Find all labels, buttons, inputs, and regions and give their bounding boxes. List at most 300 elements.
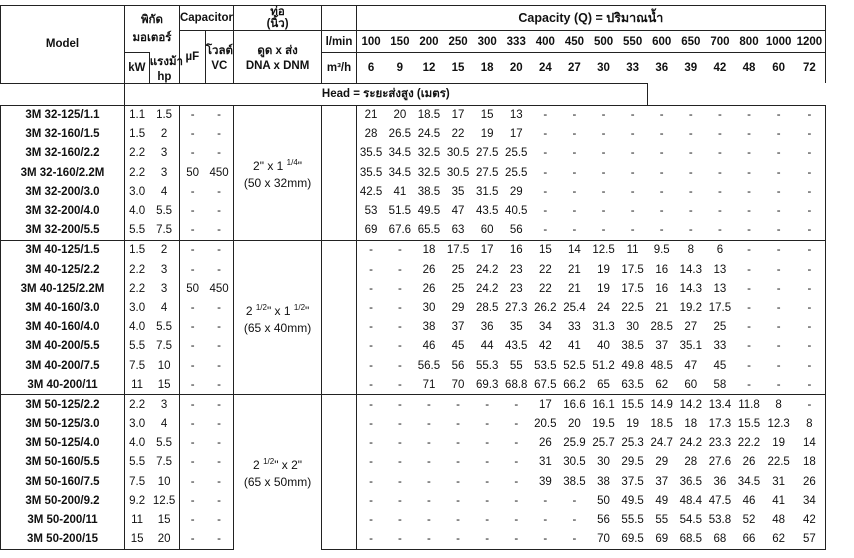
flow-lmin-cell: 1200 <box>794 31 826 53</box>
uf-cell: - <box>190 321 195 334</box>
flow-m3h-cell: 30 <box>589 53 618 84</box>
table-row <box>1 453 826 472</box>
table-row <box>1 201 826 220</box>
header-capacity: Capacity (Q) = ปริมาณน้ำ <box>356 6 825 31</box>
head-value-cell: - <box>485 514 490 527</box>
vc-cell: - <box>205 201 233 220</box>
flow-lmin-cell: 400 <box>531 31 560 53</box>
head-value-cell: 63.5 <box>621 378 644 391</box>
head-value-cell: - <box>776 224 781 237</box>
table-row <box>1 144 826 163</box>
model-cell: 3M 32-125/1.1 <box>1 105 125 125</box>
head-value-cell: 26 <box>742 456 756 469</box>
head-value-cell: - <box>456 456 460 469</box>
model-cell: 3M 50-125/3.0 <box>1 415 125 434</box>
head-value-cell: - <box>572 185 577 198</box>
flow-spacer-cell <box>322 510 356 529</box>
flow-lmin-cell: 300 <box>473 31 502 53</box>
head-value-cell: 31.3 <box>592 321 615 334</box>
head-value-cell: 14.3 <box>679 282 702 295</box>
hp-cell: 3 <box>149 279 179 298</box>
head-value-cell: 26 <box>794 472 826 491</box>
vc-cell: 450 <box>205 279 233 298</box>
head-value-cell: - <box>485 494 490 507</box>
head-value-cell: 60 <box>480 224 494 237</box>
uf-cell: - <box>190 340 195 353</box>
vc-cell: - <box>205 298 233 317</box>
head-value-cell: 24.5 <box>417 128 441 141</box>
head-value-cell: - <box>717 166 722 179</box>
pipe-size-tail: " x 2" <box>274 458 303 473</box>
table-row <box>1 395 826 415</box>
model-cell: 3M 40-200/7.5 <box>1 356 125 375</box>
hp-cell: 2 <box>149 240 179 260</box>
head-value-cell: 43.5 <box>505 340 528 353</box>
head-value-cell: - <box>734 105 763 125</box>
head-value-cell: 14 <box>794 434 826 453</box>
pipe-size-fraction: 1/2 <box>263 457 275 467</box>
table-row <box>1 163 826 182</box>
head-value-cell: - <box>385 395 414 415</box>
head-value-cell: - <box>543 147 548 160</box>
head-value-cell: - <box>776 147 781 160</box>
head-value-cell: - <box>427 456 431 469</box>
header-pipe-line1: ท่อ <box>270 6 285 18</box>
head-value-cell: - <box>747 205 751 218</box>
hp-cell: 5.5 <box>149 318 179 337</box>
model-cell: 3M 40-200/5.5 <box>1 337 125 356</box>
head-value-cell: 51.2 <box>592 359 615 372</box>
head-value-cell: 42 <box>538 340 552 353</box>
header-m3h-spacer <box>1 83 125 105</box>
head-value-cell: - <box>369 494 373 507</box>
kw-cell: 2.2 <box>129 147 146 160</box>
flow-spacer-cell <box>322 415 356 434</box>
hp-cell: 20 <box>149 530 179 550</box>
head-value-cell: 39 <box>538 475 552 488</box>
head-value-cell: 18 <box>414 240 443 260</box>
head-value-cell: 18.5 <box>650 418 673 431</box>
flow-spacer-cell <box>322 144 356 163</box>
head-value-cell: 36.5 <box>679 475 702 488</box>
head-value-cell: - <box>356 530 385 550</box>
head-value-cell: 70 <box>451 378 465 391</box>
head-value-cell: 49.5 <box>417 205 441 218</box>
uf-cell: - <box>179 530 205 550</box>
head-value-cell: - <box>485 475 490 488</box>
head-value-cell: - <box>543 514 548 527</box>
head-value-cell: - <box>514 494 519 507</box>
head-value-cell: 22 <box>538 263 552 276</box>
table-row <box>1 510 826 529</box>
pipe-size-inch <box>234 299 321 320</box>
kw-cell: 5.5 <box>129 224 146 237</box>
head-value-cell: 14 <box>560 240 589 260</box>
head-value-cell: 15 <box>531 240 560 260</box>
vc-cell: 450 <box>205 163 233 182</box>
head-value-cell: 25.5 <box>505 166 528 179</box>
hp-cell: 3 <box>149 395 179 415</box>
head-value-cell: 23 <box>509 263 523 276</box>
head-value-cell: - <box>502 530 531 550</box>
head-value-cell: 15.5 <box>737 418 761 431</box>
head-value-cell: - <box>747 185 751 198</box>
flow-spacer-cell <box>322 240 356 260</box>
head-value-cell: 34.5 <box>388 166 412 179</box>
uf-cell: - <box>190 205 195 218</box>
head-value-cell: - <box>369 263 373 276</box>
flow-m3h-cell: 15 <box>444 53 473 84</box>
head-value-cell: 22.2 <box>737 437 761 450</box>
head-value-cell: 32.5 <box>417 147 441 160</box>
head-value-cell: - <box>543 224 548 237</box>
head-value-cell: - <box>764 105 794 125</box>
head-value-cell: - <box>659 224 664 237</box>
head-value-cell: 48.4 <box>679 494 702 507</box>
head-value-cell: 24.2 <box>475 263 499 276</box>
pipe-size-main: 2 <box>245 303 256 318</box>
flow-lmin-cell: 650 <box>676 31 705 53</box>
head-value-cell: 65.5 <box>417 224 441 237</box>
kw-cell: 9.2 <box>129 494 146 507</box>
uf-cell: - <box>179 240 205 260</box>
head-value-cell: 52 <box>742 514 756 527</box>
vc-cell: - <box>205 395 233 415</box>
head-value-cell: - <box>776 340 781 353</box>
head-value-cell: 8 <box>794 415 826 434</box>
hp-cell: 5.5 <box>149 201 179 220</box>
uf-cell: - <box>190 224 195 237</box>
head-value-cell: - <box>427 514 431 527</box>
head-value-cell: 16 <box>655 263 669 276</box>
head-value-cell: 28 <box>364 128 378 141</box>
flow-lmin-cell: 333 <box>502 31 531 53</box>
header-motor-rating-line2: มอเตอร์ <box>132 32 172 44</box>
head-value-cell: - <box>356 395 385 415</box>
head-value-cell: 28.5 <box>650 321 673 334</box>
flow-m3h-cell: 33 <box>618 53 647 84</box>
head-value-cell: - <box>794 260 826 279</box>
head-value-cell: 12.3 <box>767 418 790 431</box>
head-value-cell: - <box>369 514 373 527</box>
head-value-cell: 51.5 <box>388 205 412 218</box>
head-value-cell: - <box>601 185 606 198</box>
model-cell: 3M 50-200/15 <box>1 530 125 550</box>
table-body <box>1 105 826 549</box>
head-value-cell: 41 <box>393 185 407 198</box>
head-value-cell: 17.5 <box>708 301 732 314</box>
head-value-cell: - <box>397 475 402 488</box>
head-value-cell: 70 <box>589 530 618 550</box>
hp-cell: 1.5 <box>149 105 179 125</box>
uf-cell: - <box>190 378 195 391</box>
head-value-cell: 43.5 <box>475 205 499 218</box>
head-value-cell: 16 <box>502 240 531 260</box>
flow-m3h-cell: 48 <box>734 53 763 84</box>
head-value-cell: 53 <box>364 205 378 218</box>
flow-spacer-cell <box>322 530 356 550</box>
head-value-cell: 25.4 <box>563 301 586 314</box>
hp-cell: 10 <box>149 356 179 375</box>
head-value-cell: 37 <box>451 321 465 334</box>
head-value-cell: 31 <box>538 456 552 469</box>
vc-cell: - <box>205 491 233 510</box>
head-value-cell: - <box>776 205 781 218</box>
head-value-cell: 22.5 <box>767 456 790 469</box>
head-value-cell: 26 <box>538 437 552 450</box>
head-value-cell: 25 <box>451 282 465 295</box>
flow-spacer-cell <box>322 434 356 453</box>
head-value-cell: 26.2 <box>534 301 557 314</box>
head-value-cell: 24.2 <box>475 282 499 295</box>
head-value-cell: 56 <box>509 224 523 237</box>
head-value-cell: 46 <box>742 494 756 507</box>
head-value-cell: 69.3 <box>475 378 499 391</box>
head-value-cell: - <box>385 240 414 260</box>
flow-lmin-cell: 100 <box>356 31 385 53</box>
kw-cell: 3.0 <box>129 185 146 198</box>
head-value-cell: 17.5 <box>621 282 644 295</box>
pipe-size-inch <box>234 154 321 175</box>
head-value-cell: 17.3 <box>708 418 732 431</box>
head-value-cell: 36 <box>713 475 727 488</box>
head-value-cell: - <box>776 282 781 295</box>
uf-cell: - <box>190 263 195 276</box>
header-model: Model <box>1 6 125 84</box>
head-value-cell: 29 <box>509 185 523 198</box>
head-value-cell: 53.5 <box>534 359 557 372</box>
head-value-cell: 19 <box>626 418 640 431</box>
head-value-cell: - <box>572 514 577 527</box>
flow-m3h-cell: 60 <box>764 53 794 84</box>
head-value-cell: - <box>427 437 431 450</box>
head-value-cell: 68 <box>705 530 734 550</box>
pipe-size-cell <box>233 395 321 550</box>
head-value-cell: 60 <box>684 378 698 391</box>
table-row <box>1 240 826 260</box>
flow-m3h-cell: 12 <box>414 53 443 84</box>
head-value-cell: - <box>531 105 560 125</box>
head-value-cell: 30.5 <box>446 147 470 160</box>
head-value-cell: 25.5 <box>505 147 528 160</box>
flow-lmin-cell: 250 <box>444 31 473 53</box>
uf-cell: - <box>179 395 205 415</box>
flow-m3h-cell: 42 <box>705 53 734 84</box>
header-motor-rating-line1: พิกัด <box>140 14 163 26</box>
head-value-cell: - <box>794 105 826 125</box>
pipe-size-fraction-2: 1/2 <box>293 302 306 312</box>
head-value-cell: 32.5 <box>417 166 441 179</box>
flow-spacer-cell <box>322 356 356 375</box>
vc-cell: - <box>205 318 233 337</box>
head-value-cell: 28 <box>684 456 698 469</box>
head-value-cell: - <box>794 356 826 375</box>
model-cell: 3M 40-160/4.0 <box>1 318 125 337</box>
head-value-cell: 17 <box>531 395 560 415</box>
flow-m3h-cell: 27 <box>560 53 589 84</box>
kw-cell: 2.2 <box>129 282 146 295</box>
kw-cell: 4.0 <box>129 205 146 218</box>
head-value-cell: 19 <box>772 437 786 450</box>
head-value-cell: 13.4 <box>705 395 734 415</box>
head-value-cell: 26 <box>422 282 436 295</box>
head-value-cell: - <box>717 185 722 198</box>
head-value-cell: - <box>747 340 751 353</box>
head-value-cell: - <box>794 240 826 260</box>
head-value-cell: 25.3 <box>621 437 644 450</box>
head-value-cell: 8 <box>676 240 705 260</box>
model-cell: 3M 50-125/4.0 <box>1 434 125 453</box>
head-value-cell: - <box>356 240 385 260</box>
hp-cell: 4 <box>149 182 179 201</box>
head-value-cell: 33 <box>568 321 581 334</box>
uf-cell: 50 <box>186 166 200 179</box>
kw-cell: 11 <box>131 514 144 527</box>
head-value-cell: - <box>688 224 693 237</box>
head-value-cell: 69 <box>364 224 378 237</box>
kw-cell: 15 <box>124 530 149 550</box>
vc-cell: - <box>205 453 233 472</box>
pipe-size-fraction: 1/2 <box>255 302 267 312</box>
head-value-cell: 30 <box>597 456 610 469</box>
head-value-cell: 55.3 <box>475 359 499 372</box>
head-value-cell: - <box>502 395 531 415</box>
pipe-size-main: 2" x 1 <box>253 158 287 173</box>
head-value-cell: - <box>747 128 751 141</box>
head-value-cell: - <box>659 205 664 218</box>
head-value-cell: 65 <box>597 378 610 391</box>
head-value-cell: - <box>572 166 577 179</box>
kw-cell: 1.5 <box>129 128 146 141</box>
head-value-cell: 27.3 <box>505 301 528 314</box>
head-value-cell: 25.9 <box>563 437 586 450</box>
head-value-cell: 25.7 <box>592 437 615 450</box>
head-value-cell: 9.5 <box>647 240 676 260</box>
model-cell: 3M 32-160/2.2M <box>1 163 125 182</box>
uf-cell: - <box>179 105 205 125</box>
head-value-cell: 8 <box>764 395 794 415</box>
head-value-cell: 35 <box>451 185 465 198</box>
head-value-cell: - <box>659 128 664 141</box>
head-value-cell: 52.5 <box>563 359 586 372</box>
head-value-cell: 31.5 <box>475 185 499 198</box>
head-value-cell: - <box>369 282 373 295</box>
head-value-cell: - <box>572 205 577 218</box>
head-value-cell: - <box>397 340 402 353</box>
kw-cell: 3.0 <box>129 301 146 314</box>
head-value-cell: - <box>688 205 693 218</box>
head-value-cell: - <box>456 494 460 507</box>
flow-m3h-cell: 9 <box>385 53 414 84</box>
head-value-cell: - <box>630 147 635 160</box>
head-value-cell: - <box>397 437 402 450</box>
uf-cell: - <box>190 301 195 314</box>
head-value-cell: 18.5 <box>414 105 443 125</box>
table-row <box>1 415 826 434</box>
head-value-cell: 36 <box>480 321 494 334</box>
head-value-cell: - <box>630 128 635 141</box>
flow-lmin-cell: 600 <box>647 31 676 53</box>
flow-spacer-cell <box>322 221 356 241</box>
vc-cell: - <box>205 530 233 550</box>
header-pipe-line2: (นิ้ว) <box>266 18 289 30</box>
hp-cell: 15 <box>149 510 179 529</box>
hp-cell: 7.5 <box>149 337 179 356</box>
head-value-cell: 20 <box>385 105 414 125</box>
kw-cell: 3.0 <box>129 418 146 431</box>
head-value-cell: 22 <box>538 282 552 295</box>
head-value-cell: - <box>747 147 751 160</box>
head-value-cell: - <box>747 224 751 237</box>
flow-spacer-cell <box>322 337 356 356</box>
head-value-cell: 56.5 <box>417 359 441 372</box>
flow-lmin-cell: 450 <box>560 31 589 53</box>
kw-cell: 11 <box>131 378 144 391</box>
head-value-cell: 49 <box>655 494 669 507</box>
head-value-cell: - <box>427 494 431 507</box>
pipe-size-tail: " <box>297 158 303 173</box>
model-cell: 3M 32-160/2.2 <box>1 144 125 163</box>
head-value-cell: - <box>794 375 826 395</box>
head-value-cell: 25 <box>713 321 727 334</box>
head-value-cell: - <box>369 321 373 334</box>
head-value-cell: - <box>717 205 722 218</box>
vc-cell: - <box>205 240 233 260</box>
uf-cell: - <box>190 185 195 198</box>
model-cell: 3M 50-160/7.5 <box>1 472 125 491</box>
head-value-cell: - <box>794 298 826 317</box>
flow-m3h-cell: 39 <box>676 53 705 84</box>
model-cell: 3M 32-200/3.0 <box>1 182 125 201</box>
vc-cell: - <box>205 375 233 395</box>
head-value-cell: - <box>794 337 826 356</box>
flow-m3h-cell: 36 <box>647 53 676 84</box>
head-value-cell: 37.5 <box>621 475 644 488</box>
head-value-cell: - <box>427 475 431 488</box>
header-uf: µF <box>179 31 205 84</box>
head-value-cell: - <box>688 185 693 198</box>
flow-lmin-cell: 150 <box>385 31 414 53</box>
head-value-cell: 34 <box>538 321 552 334</box>
head-value-cell: - <box>747 166 751 179</box>
kw-cell: 7.5 <box>129 475 146 488</box>
head-value-cell: 13 <box>713 263 727 276</box>
vc-cell: - <box>205 415 233 434</box>
table-row <box>1 260 826 279</box>
head-value-cell: 30 <box>626 321 640 334</box>
flow-spacer-cell <box>322 395 356 415</box>
flow-m3h-cell: 24 <box>531 53 560 84</box>
flow-spacer-cell <box>322 163 356 182</box>
head-value-cell: - <box>397 359 402 372</box>
head-value-cell: - <box>776 263 781 276</box>
header-head: Head = ระยะส่งสูง (เมตร) <box>124 83 647 105</box>
head-value-cell: 23.3 <box>708 437 732 450</box>
pipe-size-fraction: 1/4 <box>286 157 298 167</box>
kw-cell: 4.0 <box>129 437 146 450</box>
vc-cell: - <box>205 182 233 201</box>
head-value-cell: - <box>676 105 705 125</box>
head-value-cell: 58 <box>713 378 727 391</box>
model-cell: 3M 50-125/2.2 <box>1 395 125 415</box>
header-pipe-sub-line1: ดูด x ส่ง <box>257 44 298 57</box>
pipe-size-mm: (65 x 40mm) <box>243 320 312 335</box>
header-volt-line1: โวลต์ <box>205 44 233 57</box>
head-value-cell: 38.5 <box>563 475 586 488</box>
model-cell: 3M 50-200/9.2 <box>1 491 125 510</box>
head-value-cell: - <box>618 105 647 125</box>
head-value-cell: 23 <box>509 282 523 295</box>
